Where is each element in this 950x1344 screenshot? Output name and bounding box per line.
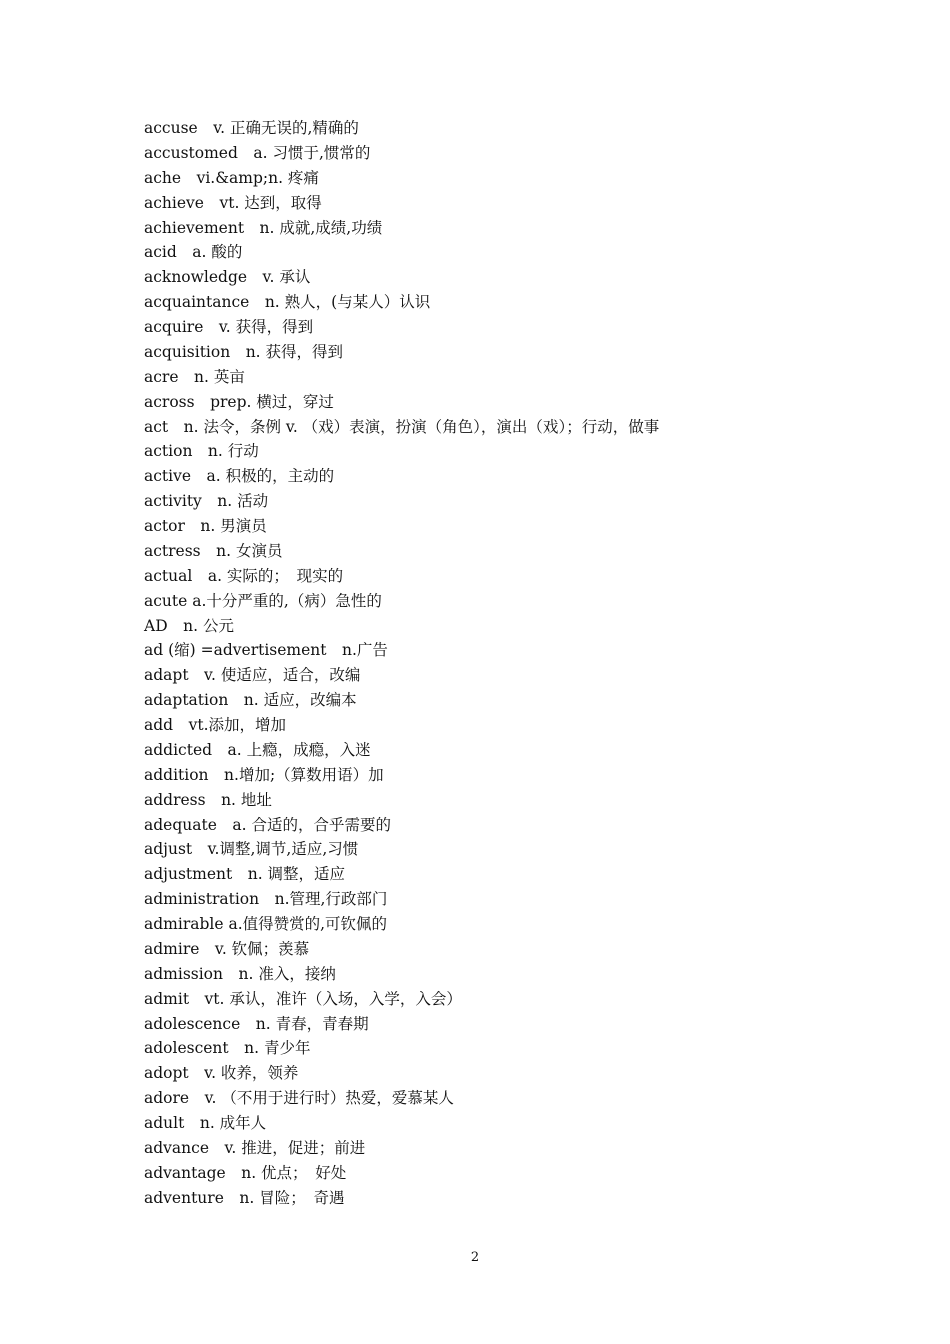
vocabulary-entry: adequate a. 合适的，合乎需要的	[144, 815, 391, 834]
vocabulary-entry: actual a. 实际的； 现实的	[144, 566, 344, 585]
vocabulary-entry: actress n. 女演员	[144, 541, 283, 560]
vocabulary-entry: admire v. 钦佩；羡慕	[144, 939, 310, 958]
vocabulary-entry: action n. 行动	[144, 442, 259, 461]
vocabulary-entry: ad (缩) =advertisement n.广告	[144, 641, 388, 660]
vocabulary-entry: acid a. 酸的	[144, 243, 243, 262]
vocabulary-entry: acquisition n. 获得，得到	[144, 342, 344, 361]
vocabulary-entry: adore v. （不用于进行时）热爱，爱慕某人	[144, 1089, 454, 1108]
vocabulary-entry: admirable a.值得赞赏的,可钦佩的	[144, 915, 388, 933]
vocabulary-entry: administration n.管理,行政部门	[144, 890, 388, 909]
vocabulary-entry: acute a.十分严重的,（病）急性的	[144, 591, 382, 610]
vocabulary-entry: add vt.添加，增加	[144, 716, 286, 734]
vocabulary-entry: achieve vt. 达到，取得	[144, 193, 322, 212]
vocabulary-entry: activity n. 活动	[144, 492, 269, 511]
vocabulary-entry: adolescence n. 青春，青春期	[144, 1014, 369, 1033]
vocabulary-entry: admission n. 准入，接纳	[144, 964, 336, 983]
vocabulary-entry: across prep. 横过，穿过	[144, 392, 334, 411]
vocabulary-entry: admit vt. 承认，准许（入场，入学，入会）	[144, 989, 462, 1008]
vocabulary-entry: accuse v. 正确无误的,精确的	[144, 119, 359, 137]
vocabulary-entry: AD n. 公元	[144, 616, 234, 635]
vocabulary-entry: adaptation n. 适应，改编本	[144, 691, 357, 710]
vocabulary-entry: address n. 地址	[144, 790, 272, 809]
vocabulary-entry: actor n. 男演员	[144, 517, 267, 535]
vocabulary-list	[144, 116, 659, 1211]
vocabulary-entry: advantage n. 优点； 好处	[144, 1163, 347, 1182]
vocabulary-entry: adopt v. 收养，领养	[144, 1064, 299, 1083]
vocabulary-entry: adjust v.调整,调节,适应,习惯	[144, 840, 359, 859]
vocabulary-entry: achievement n. 成就,成绩,功绩	[144, 218, 383, 237]
vocabulary-entry: acre n. 英亩	[144, 367, 245, 386]
vocabulary-entry: accustomed a. 习惯于,惯常的	[144, 143, 371, 162]
vocabulary-entry: active a. 积极的，主动的	[144, 467, 335, 486]
vocabulary-entry: addicted a. 上瘾，成瘾，入迷	[144, 740, 371, 759]
vocabulary-entry: act n. 法令，条例 v. （戏）表演，扮演（角色），演出（戏）；行动，做事	[144, 417, 660, 436]
page-number: 2	[470, 1250, 480, 1265]
vocabulary-entry: adventure n. 冒险； 奇遇	[144, 1188, 345, 1207]
vocabulary-entry: acknowledge v. 承认	[144, 268, 311, 287]
vocabulary-entry: acquire v. 获得，得到	[144, 318, 314, 336]
vocabulary-entry: advance v. 推进，促进；前进	[144, 1138, 366, 1157]
vocabulary-entry: acquaintance n. 熟人，(与某人）认识	[144, 293, 431, 312]
vocabulary-entry: addition n.增加;（算数用语）加	[144, 765, 384, 784]
vocabulary-entry: adult n. 成年人	[144, 1114, 267, 1132]
vocabulary-entry: adapt v. 使适应，适合，改编	[144, 666, 361, 685]
vocabulary-entry: ache vi.&amp;n. 疼痛	[144, 168, 319, 187]
vocabulary-entry: adolescent n. 青少年	[144, 1039, 311, 1058]
vocabulary-entry: adjustment n. 调整，适应	[144, 865, 346, 884]
